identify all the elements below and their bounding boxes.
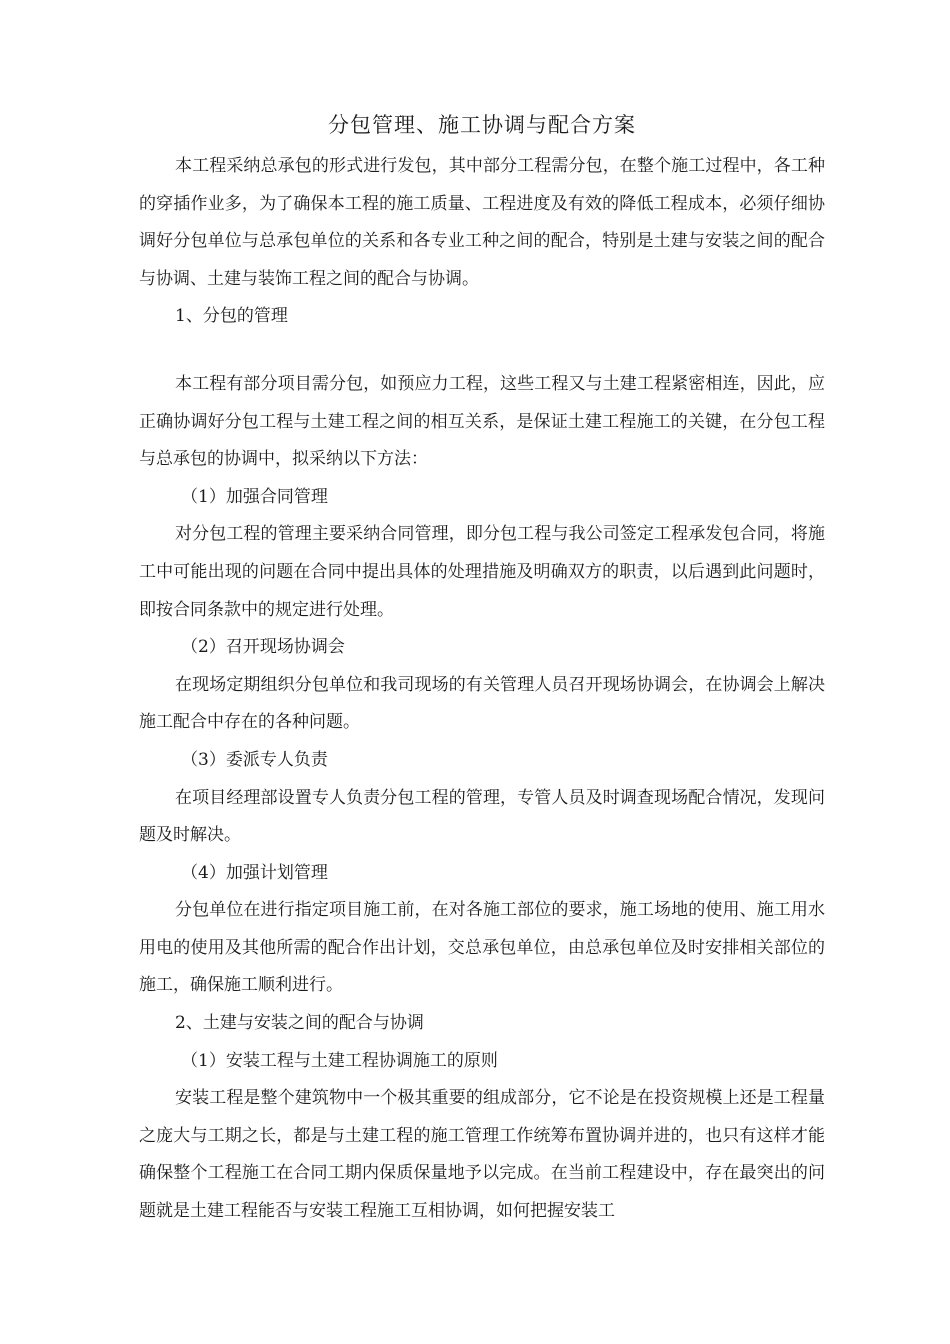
item-3-paragraph: 在项目经理部设置专人负责分包工程的管理，专管人员及时调查现场配合情况，发现问题及时解决。 <box>139 787 825 846</box>
document-page <box>139 108 825 1231</box>
item-4-paragraph: 分包单位在进行指定项目施工前，在对各施工部位的要求，施工场地的使用、施工用水用电的使用及其他所需的配合作出计划，交总承包单位，由总承包单位及时安排相关部位的施工，确保施工顺利进行。 <box>139 900 825 996</box>
item-1-heading: （1）加强合同管理 <box>181 486 328 507</box>
item-2-heading: （2）召开现场协调会 <box>181 637 345 658</box>
intro-paragraph: 本工程采纳总承包的形式进行发包，其中部分工程需分包，在整个施工过程中，各工种的穿插作业多，为了确保本工程的施工质量、工程进度及有效的降低工程成本，必须仔细协调好分包单位与总承包单位的关系和各专业工种之间的配合，特别是土建与安装之间的配合与协调、土建与装饰工程之间的配合与协调。 <box>139 156 825 289</box>
section-2-sub-heading: （1）安装工程与土建工程协调施工的原则 <box>181 1050 498 1071</box>
spacer <box>139 336 825 366</box>
section-1-paragraph: 本工程有部分项目需分包，如预应力工程，这些工程又与土建工程紧密相连，因此，应正确协调好分包工程与土建工程之间的相互关系，是保证土建工程施工的关键，在分包工程与总承包的协调中，拟采纳以下方法： <box>139 373 825 470</box>
item-3-heading: （3）委派专人负责 <box>181 749 328 770</box>
section-2-heading: 2、土建与安装之间的配合与协调 <box>175 1013 424 1034</box>
document-title: 分包管理、施工协调与配合方案 <box>328 113 636 137</box>
section-1-heading: 1、分包的管理 <box>175 306 288 327</box>
item-2-paragraph: 在现场定期组织分包单位和我司现场的有关管理人员召开现场协调会，在协调会上解决施工配合中存在的各种问题。 <box>139 674 825 733</box>
item-1-paragraph: 对分包工程的管理主要采纳合同管理，即分包工程与我公司签定工程承发包合同，将施工中可能出现的问题在合同中提出具体的处理措施及明确双方的职责，以后遇到此问题时，即按合同条款中的规定进行处理。 <box>139 524 825 620</box>
item-4-heading: （4）加强计划管理 <box>181 862 328 883</box>
section-2-paragraph: 安装工程是整个建筑物中一个极其重要的组成部分，它不论是在投资规模上还是工程量之庞大与工期之长，都是与土建工程的施工管理工作统筹布置协调并进的，也只有这样才能确保整个工程施工在合同工期内保质保量地予以完成。在当前工程建设中，存在最突出的问题就是土建工程能否与安装工程施工互相协调，如何把握安装工 <box>139 1088 825 1222</box>
